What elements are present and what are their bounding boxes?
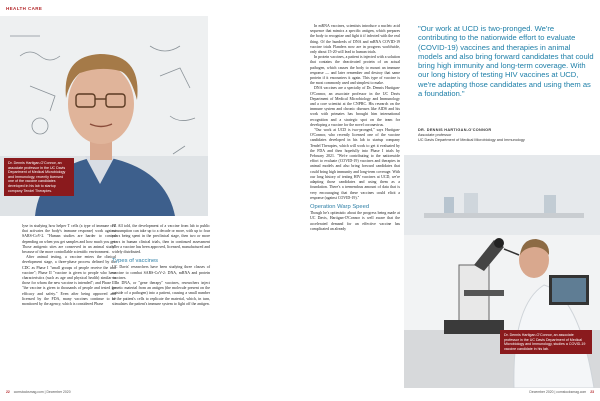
article-column-2 <box>112 224 210 307</box>
footer-publication: December 2020 | comstocksmag.com <box>529 390 587 394</box>
quote-title: Associate professor <box>418 132 452 137</box>
subheading: Operation Warp Speed <box>310 203 370 210</box>
footer-left <box>6 390 71 394</box>
paragraph: lyse in studying how helper T cells (a type of immune cell that activates the body's immune response) work against SARS-CoV-2. "Human studies are harder to control depending on when you get samples and how much you get. Those antigenic sites are conserved in an animal study" because of the more controllable scientific environment. <box>22 224 116 255</box>
paragraph: "Our work at UCD is two-pronged," says Hartigan-O'Connor, who recently licensed one of the vaccine candidates developed in his lab to startup company Tendel Therapies, which will work to get it evaluated by the FDA and then hopefully into Phase I trials by February 2021. "We're contributing to the nationwide effort to evaluate (COVID-19) vaccines and therapies in animal models and also bring forward candidates that could bring high immunity and long-term coverage. With our long history of testing HIV vaccines at UCD, we're adapting those candidates and using them as a foundation. There's a tremendous amount of data that is very encouraging that these vaccines could elicit a response (against COVID-19)." <box>310 128 400 200</box>
quote-attribution <box>418 128 525 142</box>
quote-name: DR. DENNIS HARTIGAN-O'CONNOR <box>418 128 492 132</box>
paragraph: IV. All told, the development of a vaccine from lab to public consumption can take up to a decade or more, with up to four years being spent in the preclinical stage, then two or more years in human clinical trials, then in continued assessment after a vaccine has been approved, licensed, manufactured and widely distributed. <box>112 224 210 255</box>
footer-right <box>529 390 594 394</box>
article-column-3 <box>310 24 400 232</box>
page-number: 23 <box>590 390 594 394</box>
page-number: 22 <box>6 390 10 394</box>
paragraph: In protein vaccines, a patient is injected with a solution that contains the deactivated protein of an actual pathogen, which causes the body to mount an immune response — and later remember and destroy that same protein if it encounters it again. This type of vaccine is the most commonly used and simplest to make. <box>310 55 400 86</box>
paragraph: DNA vaccines are a specialty of Dr. Dennis Hartigan-O'Connor, an associate professor in the UC Davis Department of Medical Microbiology and Immunology and a core scientist at the CNPRC. His research on the immune system and chronic diseases like AIDS and his work with primates has brought him international recognition and a strategic spot on the team for developing a vaccine for the novel coronavirus. <box>310 86 400 127</box>
article-column-1 <box>22 224 116 307</box>
paragraph: In mRNA vaccines, scientists introduce a nucleic acid sequence that mimics a specific antigen, which prepares the body to recognize and fight it if infected with the real thing. Of the hundreds of DNA and mRNA COVID-19 vaccine trials Flanders now are in progress worldwide, only about 15-20 will lead to human trials. <box>310 24 400 55</box>
photo-caption: Dr. Dennis Hartigan-O'Connor, an associate professor in the UC Davis Department of Medical Microbiology and Immunology, studies a COVID-19 vaccine candidate in his lab. <box>500 330 592 354</box>
paragraph: Though he's optimistic about the progress being made at UC Davis, Hartigan-O'Connor is well aware that the accelerated demand for an effective vaccine has complicated an already <box>310 211 400 231</box>
photo-caption: Dr. Dennis Hartigan-O'Connor, an associate professor in the UC Davis Department of Medical Microbiology and Immunology, recently licensed one of the vaccine candidates developed in his lab to startup company Tendel Therapies. <box>4 158 74 196</box>
footer-publication: comstocksmag.com | December 2020 <box>13 390 71 394</box>
paragraph: After animal testing, a vaccine enters the clinical development stage, a three-phase process defined by the CDC as Phase I "small groups of people receive the trial vaccine"; Phase II "vaccine is given to people who have characteristics (such as age and physical health) similar to those for whom the new vaccine is intended"; and Phase III "the vaccine is given to thousands of people and tested for efficacy and safety." Even after being approved and licensed by the FDA, many vaccines continue to be monitored by the agency, which is considered Phase <box>22 255 116 307</box>
paragraph: UC Davis' researchers have been studying three classes of vaccine to combat SARS-CoV-2: DNA, mRNA and protein vaccines. <box>112 265 210 280</box>
section-label: HEALTH CARE <box>6 6 43 11</box>
subheading: Types of vaccines <box>112 258 159 265</box>
paragraph: In DNA, or "gene therapy" vaccines, researchers inject genetic material from an antigen (the molecule present on the outside of a pathogen) into a patient, causing a small number of the patient's cells to replicate the material, which, in turn, stimulates the patient's immune system to fight off the antigen. <box>112 281 210 306</box>
pull-quote: "Our work at UCD is two-pronged. We're contributing to the nationwide effort to evaluate (COVID-19) vaccines and therapies in animal models and also bring forward candidates that could bring high immunity and long-term coverage. With our long history of testing HIV vaccines at UCD, we're adapting those candidates and using them as a foundation." <box>418 24 594 99</box>
quote-department: UC Davis Department of Medical Microbiology and Immunology <box>418 137 525 142</box>
